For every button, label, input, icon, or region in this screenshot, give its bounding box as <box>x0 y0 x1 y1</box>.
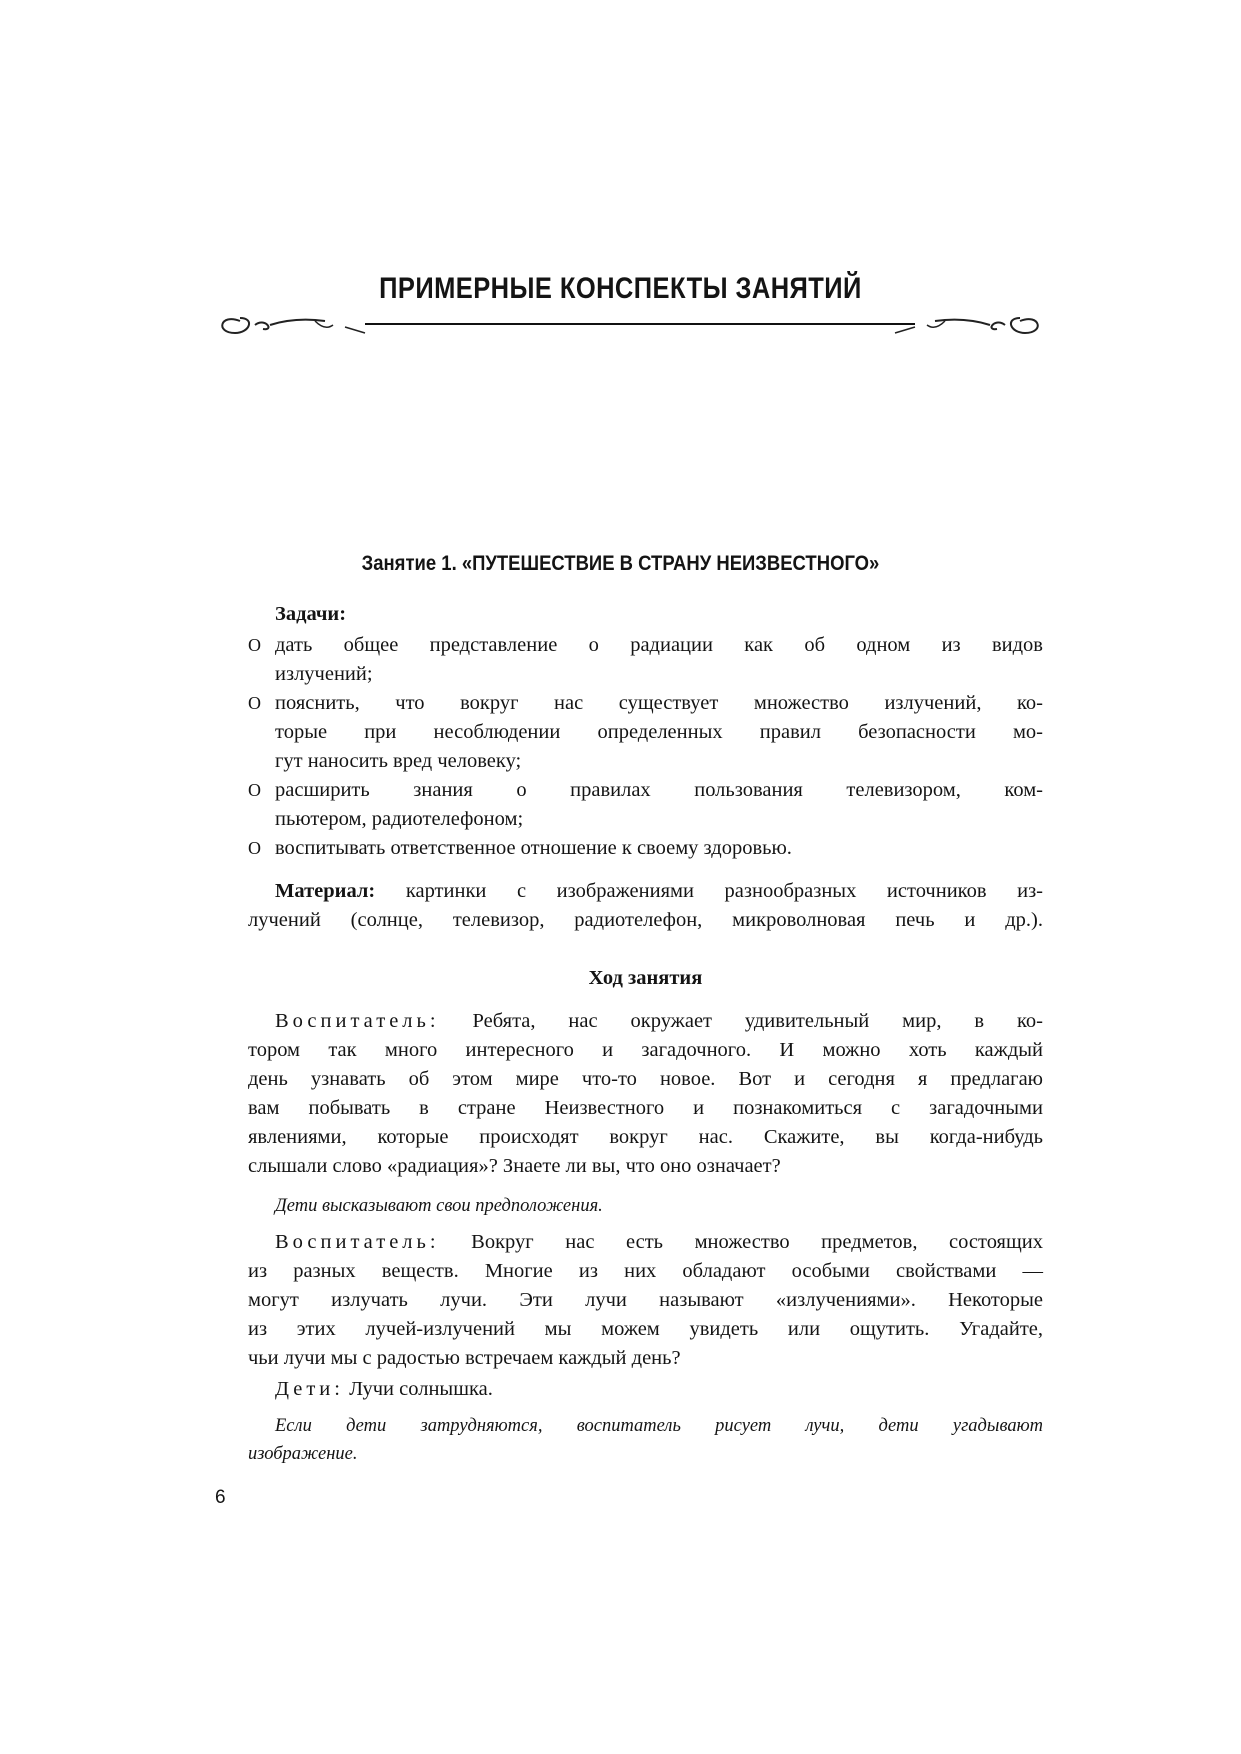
material-line <box>275 877 1043 906</box>
speaker-label: Воспитатель: <box>275 1231 440 1253</box>
bullet-icon: O <box>248 693 261 713</box>
dialogue-line <box>275 1007 1043 1036</box>
task-line: воспитывать ответственное отношение к своему здоровью. <box>275 837 792 859</box>
dialogue-line: день узнавать об этом мире что-то новое. Вот и сегодня я предлагаю <box>248 1068 1043 1090</box>
dialogue-line <box>275 1228 1043 1257</box>
speaker-label: Дети: <box>275 1378 344 1400</box>
dialogue-text: Вокруг нас есть множество предметов, состоящих <box>439 1231 1043 1253</box>
dialogue-text: Лучи солнышка. <box>343 1378 493 1400</box>
material-label: Материал: <box>275 880 376 902</box>
task-line: пьютером, радиотелефоном; <box>275 808 524 830</box>
task-line: торые при несоблюдении определенных правил безопасности мо- <box>275 721 1043 743</box>
task-line: пояснить, что вокруг нас существует множество излучений, ко- <box>275 692 1043 714</box>
task-line: излучений; <box>275 663 373 685</box>
ornament-divider <box>215 303 1045 343</box>
dialogue-line: из разных веществ. Многие из них обладают особыми свойствами — <box>248 1260 1043 1282</box>
material-text: картинки с изображениями разнообразных источников из- <box>375 880 1043 902</box>
tasks-heading: Задачи: <box>275 603 347 625</box>
task-line: расширить знания о правилах пользования телевизором, ком- <box>275 779 1043 801</box>
stage-note: изображение. <box>248 1444 358 1464</box>
stage-note: Если дети затрудняются, воспитатель рисует лучи, дети угадывают <box>275 1416 1043 1436</box>
bullet-icon: O <box>248 780 261 800</box>
lesson-title: Занятие 1. «ПУТЕШЕСТВИЕ В СТРАНУ НЕИЗВЕСТНОГО» <box>361 552 880 575</box>
dialogue-line: вам побывать в стране Неизвестного и познакомиться с загадочными <box>248 1097 1043 1119</box>
task-line: дать общее представление о радиации как об одном из видов <box>275 634 1043 656</box>
chapter-title: ПРИМЕРНЫЕ КОНСПЕКТЫ ЗАНЯТИЙ <box>379 272 862 305</box>
dialogue-line: могут излучать лучи. Эти лучи называют «излучениями». Некоторые <box>248 1289 1043 1311</box>
page-number: 6 <box>215 1487 226 1508</box>
dialogue-line: слышали слово «радиация»? Знаете ли вы, что оно означает? <box>248 1155 781 1177</box>
speaker-label: Воспитатель: <box>275 1010 440 1032</box>
stage-note: Дети высказывают свои предположения. <box>275 1196 603 1216</box>
material-line: лучений (солнце, телевизор, радиотелефон, микроволновая печь и др.). <box>248 909 1043 931</box>
dialogue-line: явлениями, которые происходят вокруг нас. Скажите, вы когда-нибудь <box>248 1126 1043 1148</box>
dialogue-line: тором так много интересного и загадочного. И можно хоть каждый <box>248 1039 1043 1061</box>
bullet-icon: O <box>248 635 261 655</box>
section-heading: Ход занятия <box>588 967 703 989</box>
task-line: гут наносить вред человеку; <box>275 750 522 772</box>
dialogue-line <box>275 1375 1043 1404</box>
dialogue-line: из этих лучей-излучений мы можем увидеть или ощутить. Угадайте, <box>248 1318 1043 1340</box>
bullet-icon: O <box>248 838 261 858</box>
dialogue-line: чьи лучи мы с радостью встречаем каждый день? <box>248 1347 681 1369</box>
dialogue-text: Ребята, нас окружает удивительный мир, в ко- <box>439 1010 1043 1032</box>
